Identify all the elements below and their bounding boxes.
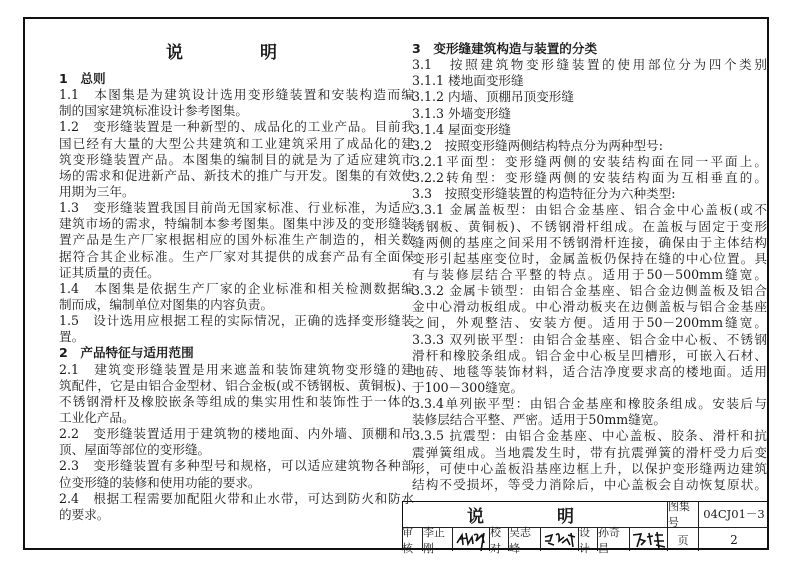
page-label: 页 [667,527,698,551]
checker-label: 校对 [489,527,508,551]
text-line: 据符合其企业标准。生产厂家对其提供的成套产品有全面保 [59,248,414,264]
text-line: 于100－300缝宽。 [412,379,524,395]
text-line: 位变形缝的装修和使用功能的要求。 [59,474,261,490]
text-line: 的要求。 [59,506,110,522]
left-text [59,71,414,523]
text-line: 筑配件，它是由铝合金型材、铝合金板(或不锈钢板、黄铜板)、 [59,377,414,393]
text-line: 用期为三年。 [59,183,135,199]
section-heading: 2 产品特征与适用范围 [59,345,194,361]
text-line: 2.1 建筑变形缝装置是用来遮盖和装饰建筑物变形缝的建 [59,361,414,377]
text-line: 3.1.1 楼地面变形缝 [412,73,524,89]
text-line: 1.4 本图集是依据生产厂家的企业标准和相关检测数据编 [59,280,414,296]
atlas-no-label: 图集号 [667,501,698,527]
text-line: 不锈钢滑杆及橡胶嵌条等组成的集实用性和装饰性于一体的 [59,393,414,409]
text-line: 有与装修层结合平整的特点。适用于50－500mm缝宽。 [412,266,767,282]
right-column [412,41,767,493]
text-line: 地砖、地毯等装饰材料，适合洁净度要求高的楼地面。适用 [412,363,767,379]
text-line: 1.1 本图集是为建筑设计选用变形缝装置和安装构造而编 [59,87,414,103]
text-line: 3.3.5 抗震型：由铝合金基座、中心盖板、胶条、滑杆和抗 [412,428,767,444]
text-line: 3.3 按照变形缝装置的构造特征分为六种类型: [412,186,676,202]
text-line: 证其质量的责任。 [59,264,160,280]
text-line: 震弹簧组成。当地震发生时，带有抗震弹簧的滑杆受力后变 [412,444,767,460]
text-line: 制的国家建筑标准设计参考图集。 [59,103,248,119]
designer-name: 孙奇昌 [597,527,629,551]
text-line: 3.1.3 外墙变形缝 [412,105,512,121]
section-heading: 3 变形缝建筑构造与装置的分类 [412,41,598,56]
text-line: 国已经有大量的大型公共建筑和工业建筑采用了成品化的建 [59,135,414,151]
designer-label: 设计 [578,527,597,551]
reviewer-label: 审核 [402,527,422,551]
text-line: 1.2 变形缝装置是一种新型的、成品化的工业产品。目前我 [59,119,414,135]
text-line: 3.3.1 金属盖板型：由铝合金基座、铝合金中心盖板(或不 [412,202,767,218]
text-line: 装修层结合平整、严密。适用于50mm缝宽。 [412,412,667,428]
text-line: 缝两侧的基座之间采用不锈钢滑杆连接，确保由于主体结构 [412,234,767,250]
page-title: 说 明 [166,43,307,63]
sheet-title: 说 明 [467,506,602,527]
text-line: 变形引起基座变位时，金属盖板仍保持在缝的中心位置。具 [412,250,767,266]
text-line: 制而成，编制单位对图集的内容负责。 [59,296,274,312]
right-text [412,41,767,493]
left-column [59,44,414,523]
text-line: 3.1 按照建筑物变形缝装置的使用部位分为四个类别 [412,57,767,73]
reviewer-name: 李正刚 [422,527,452,551]
text-line: 3.3.2 金属卡锁型：由铝合金基座、铝合金边侧盖板及铝合 [412,283,767,299]
section-heading: 1 总则 [59,71,106,86]
text-line: 3.1.4 屋面变形缝 [412,121,512,137]
title-block-border [402,501,769,550]
text-line: 形，可使中心盖板沿基座边框上升，以保护变形缝两边建筑 [412,460,767,476]
text-line: 3.2.2转角型：变形缝两侧的安装结构面为互相垂直的。 [412,170,767,186]
text-line: 3.3.3 双列嵌平型：由铝合金基座、铝合金中心板、不锈钢 [412,331,767,347]
text-line: 3.3.4单列嵌平型：由铝合金基座和橡胶条组成。安装后与 [412,396,767,412]
text-line: 建筑市场的需求，特编制本参考图集。图集中涉及的变形缝装 [59,216,414,232]
text-line: 3.2 按照变形缝两侧结构特点分为两种型号: [412,137,663,153]
text-line: 顶、屋面等部位的变形缝。 [59,442,211,458]
text-line: 滑杆和橡胶条组成。铝合金中心板呈凹槽形，可嵌入石材、 [412,347,767,363]
text-line: 1.5 设计选用应根据工程的实际情况，正确的选择变形缝装 [59,313,414,329]
atlas-no: 04CJ01－3 [698,501,769,527]
text-line: 2.2 变形缝装置适用于建筑物的楼地面、内外墙、顶棚和吊 [59,426,414,442]
text-line: 锈钢板、黄铜板)、不锈钢滑杆组成。在盖板与固定于变形 [412,218,767,234]
text-line: 置产品是生产厂家根据相应的国外标准生产制造的，相关数 [59,232,414,248]
text-line: 2.3 变形缝装置有多种型号和规格，可以适应建筑物各种部 [59,458,414,474]
text-line: 2.4 根据工程需要加配阻火带和止水带，可达到防火和防水 [59,490,414,506]
text-line: 筑变形缝装置产品。本图集的编制目的就是为了适应建筑市 [59,151,414,167]
page-number: 2 [698,527,769,551]
text-line: 金中心滑动板组成。中心滑动板夹在边侧盖板与铝合金基座 [412,299,767,315]
text-line: 3.2.1平面型：变形缝两侧的安装结构面在同一平面上。 [412,153,767,169]
text-line: 置。 [59,329,85,345]
text-line: 结构不受损坏，等受力消除后，中心盖板会自动恢复原状。 [412,476,767,492]
text-line: 之间，外观整洁、安装方便。适用于50－200mm缝宽。 [412,315,767,331]
text-line: 3.1.2 内墙、顶棚吊顶变形缝 [412,89,574,105]
checker-name: 吴志峰 [508,527,540,551]
text-line: 1.3 变形缝装置我国目前尚无国家标准、行业标准，为适应 [59,200,414,216]
text-line: 场的需求和促进新产品、新技术的推广与开发。图集的有效使 [59,167,414,183]
text-line: 工业化产品。 [59,409,135,425]
